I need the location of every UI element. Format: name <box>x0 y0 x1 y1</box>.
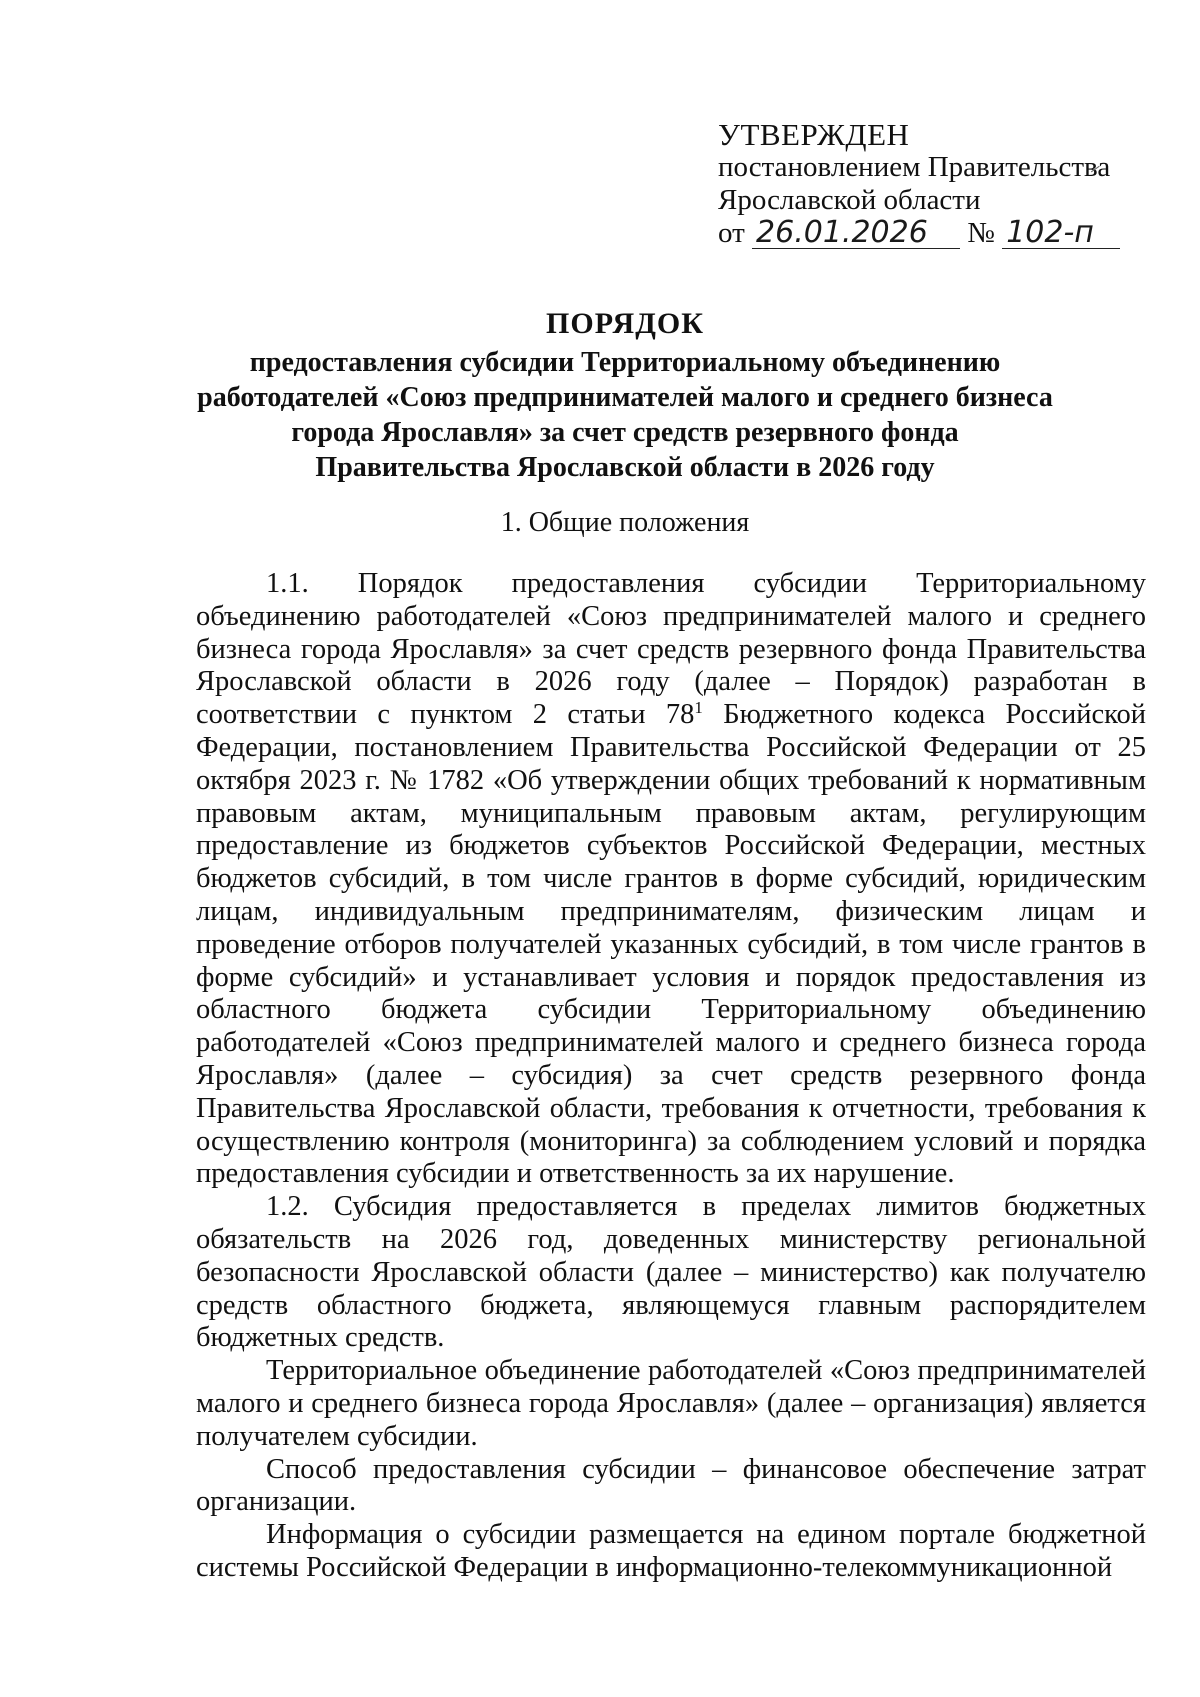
paragraph-information: Информация о субсидии размещается на едином портале бюджетной системы Российской Федерации в информационно-телекоммуникационной <box>196 1519 1146 1583</box>
paragraph-1-2: 1.2. Субсидия предоставляется в пределах лимитов бюджетных обязательств на 2026 год, доведенных министерству региональной безопасности Ярославской области (далее – министерство) как получателю средств областного бюджета, являющемуся главным распорядителем бюджетных средств. <box>196 1191 1146 1354</box>
paragraph-1-1-part-1: 1.1. Порядок предоставления субсидии Территориальному объединению работодателей «Союз предпринимателей малого и среднего бизнеса города Ярославля» за счет средств резервного фонда Правительства Ярославской области в 2026 году (далее – Порядок) разработан в соответствии с пунктом 2 статьи 78 <box>196 568 1146 731</box>
paragraph-1-1-part-2: Бюджетного кодекса Российской Федерации, постановлением Правительства Российской Федерации от 25 октября 2023 г. № 1782 «Об утверждении общих требований к нормативным правовым актам, муниципальным правовым актам, регулирующим предоставление из бюджетов субъектов Российской Федерации, местных бюджетов субсидий, в том числе грантов в форме субсидий, юридическим лицам, индивидуальным предпринимателям, физическим лицам и проведение отборов получателей указанных субсидий, в том числе грантов в форме субсидий» и устанавливает условия и порядок предоставления из областного бюджета субсидии Территориальному объединению работодателей «Союз предпринимателей малого и среднего бизнеса города Ярославля» (далее – субсидия) за счет средств резервного фонда Правительства Ярославской области, требования к отчетности, требования к осуществлению контроля (мониторинга) за соблюдением условий и порядка предоставления субсидии и ответственность за их нарушение. <box>196 699 1146 1190</box>
section-heading: 1. Общие положения <box>500 507 750 538</box>
title-line-2: работодателей «Союз предпринимателей малого и среднего бизнеса <box>197 382 1053 413</box>
paragraph-recipient: Территориальное объединение работодателей «Союз предпринимателей малого и среднего бизнеса города Ярославля» (далее – организация) является получателем субсидии. <box>196 1355 1146 1452</box>
number-prefix: № <box>967 217 995 249</box>
title-line-4: Правительства Ярославской области в 2026 году <box>315 452 935 483</box>
handwritten-date: 26.01.2026 <box>752 218 960 249</box>
title-line-1: предоставления субсидии Территориальному объединению <box>249 347 1001 378</box>
approval-block <box>718 118 1158 250</box>
document-title <box>150 306 1100 485</box>
approval-title: УТВЕРЖДЕН <box>718 117 910 152</box>
article-superscript: 1 <box>694 698 703 718</box>
date-prefix: от <box>718 217 745 249</box>
document-body <box>196 568 1146 1585</box>
approval-line-1: постановлением Правительства <box>718 151 1111 183</box>
paragraph-1-1 <box>196 568 1146 1191</box>
approval-line-2: Ярославской области <box>718 184 981 216</box>
title-main: ПОРЯДОК <box>546 307 704 340</box>
handwritten-number: 102-п <box>1002 218 1120 249</box>
approval-date-line <box>718 217 1158 250</box>
paragraph-method: Способ предоставления субсидии – финансовое обеспечение затрат организации. <box>196 1453 1146 1518</box>
title-line-3: города Ярославля» за счет средств резервного фонда <box>291 417 959 448</box>
